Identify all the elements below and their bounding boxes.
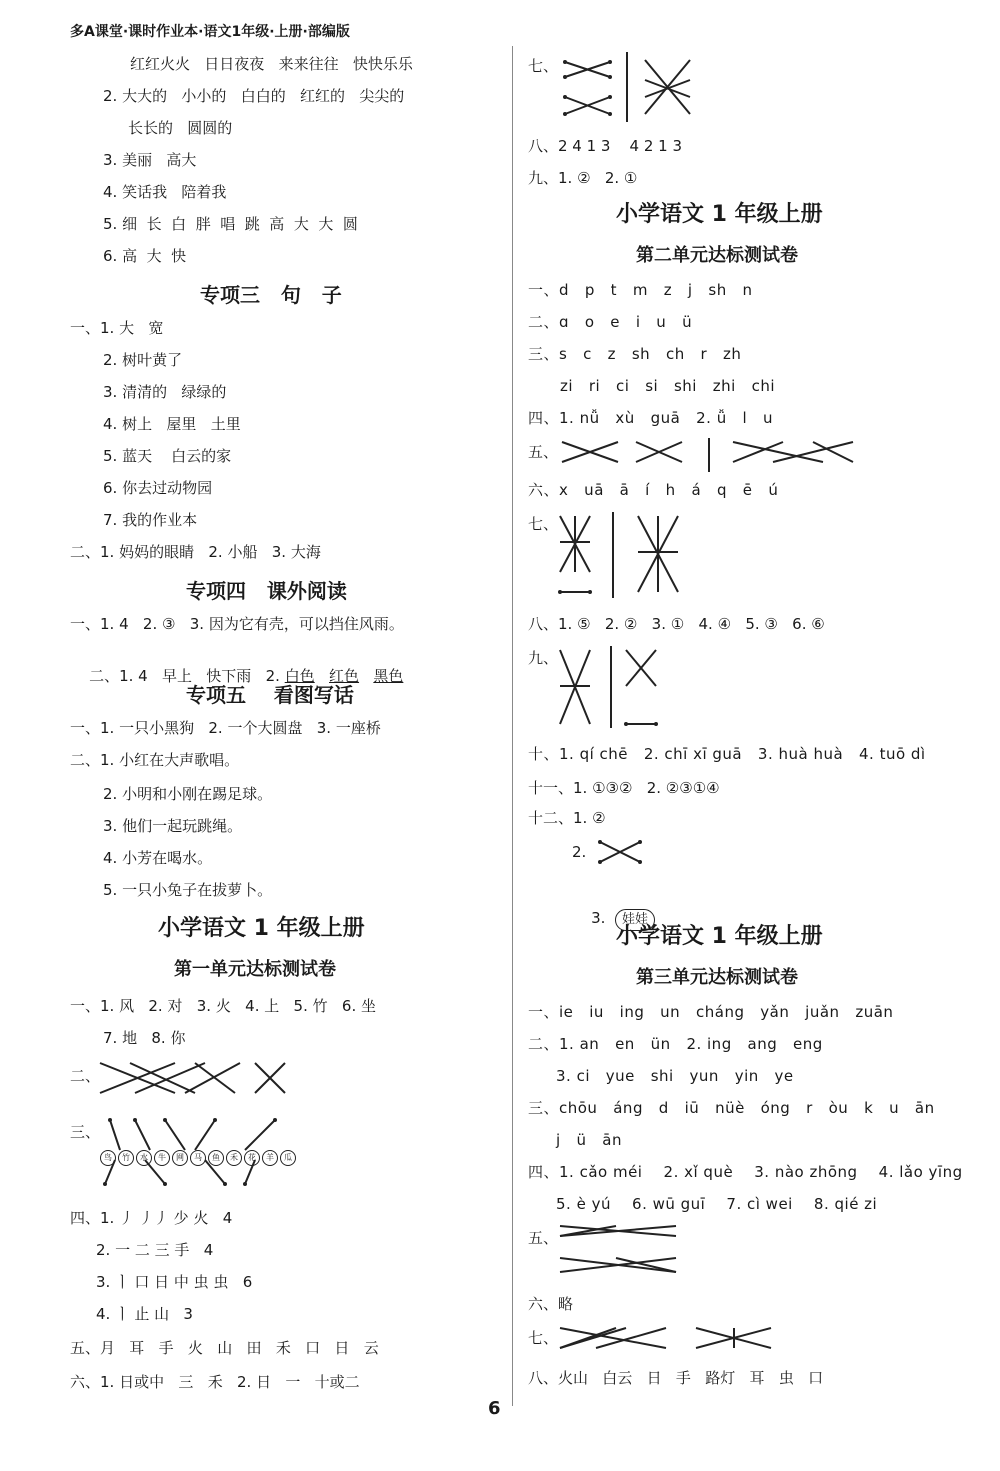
- answer-line: 红红火火 日日夜夜 来来往往 快快乐乐: [130, 55, 413, 73]
- vertical-bar: [610, 646, 612, 728]
- matching-lines: [560, 52, 700, 122]
- answer-line: 六、1. 日或中 三 禾 2. 日 一 十或二: [70, 1373, 360, 1391]
- answer-line: 7. 地 8. 你: [103, 1029, 186, 1047]
- matching-lines: [556, 1222, 686, 1280]
- answer-line: 二、: [70, 1067, 101, 1085]
- answer-line: 6. 高 大 快: [103, 247, 187, 265]
- answer-line: 2. 小明和小刚在踢足球。: [103, 785, 273, 803]
- answer-line: 一、1. 大 宽: [70, 319, 164, 337]
- section-title: 专项四 课外阅读: [186, 579, 347, 603]
- underlined-word: 红色: [329, 667, 360, 685]
- answer-line: 二、1. 妈妈的眼睛 2. 小船 3. 大海: [70, 543, 321, 561]
- answer-line: 7. 我的作业本: [103, 511, 198, 529]
- answer-line: 一、d p t m z j sh n: [528, 281, 753, 299]
- answer-line: 4. ㅣ 止 山 3: [96, 1305, 193, 1323]
- answer-line: 二、1. an en ün 2. ing ang eng: [528, 1035, 823, 1053]
- answer-line: 四、1. ⼃ ⼃⼃ 少 火 4: [70, 1209, 233, 1227]
- matching-lines: [95, 1058, 295, 1098]
- answer-line: 5. 细 长 白 胖 唱 跳 高 大 大 圆: [103, 215, 358, 233]
- char-circle: 马: [190, 1150, 206, 1166]
- char-circle: 禾: [226, 1150, 242, 1166]
- answer-line: 十一、1. ①③② 2. ②③①④: [528, 779, 720, 797]
- answer-line: 十、1. qí chē 2. chī xī guā 3. huà huà 4. tuō dì: [528, 745, 926, 763]
- char-circle: 水: [136, 1150, 152, 1166]
- answer-line: 五、: [528, 443, 559, 461]
- circled-word: 娃娃: [615, 909, 655, 931]
- answer-text: 二、1. 4 早上 快下雨 2.: [89, 667, 285, 685]
- answer-line: 3. 他们一起玩跳绳。: [103, 817, 243, 835]
- book-title: 小学语文 1 年级上册: [616, 202, 823, 227]
- answer-line: 八、火山 白云 日 手 路灯 耳 虫 口: [528, 1369, 824, 1387]
- answer-line: 3. ci yue shi yun yin ye: [556, 1067, 794, 1085]
- matching-lines: [558, 438, 868, 468]
- answer-line: 三、s c z sh ch r zh: [528, 345, 742, 363]
- answer-line: 二、1. 小红在大声歌唱。: [70, 751, 240, 769]
- answer-line: 4. 笑话我 陪着我: [103, 183, 227, 201]
- answer-line: 4. 小芳在喝水。: [103, 849, 213, 867]
- section-title: 专项三 句 子: [200, 283, 342, 307]
- answer-line: 六、x uā ā í h á q ē ú: [528, 481, 779, 499]
- column-divider: [512, 46, 513, 1406]
- char-circle: 羊: [262, 1150, 278, 1166]
- answer-line: 2.: [572, 843, 587, 861]
- answer-line: 五、月 耳 手 火 山 田 禾 口 日 云: [70, 1339, 379, 1357]
- answer-line: 5. è yú 6. wū guī 7. cì wei 8. qié zi: [556, 1195, 878, 1213]
- answer-line: 九、: [528, 649, 559, 667]
- unit-title: 第二单元达标测试卷: [636, 245, 798, 266]
- answer-line: 三、: [70, 1123, 101, 1141]
- matching-lines: [556, 1324, 776, 1354]
- answer-line: 一、ie iu ing un cháng yǎn juǎn zuān: [528, 1003, 894, 1021]
- char-circle: 瓜: [280, 1150, 296, 1166]
- book-title: 小学语文 1 年级上册: [616, 924, 823, 949]
- underlined-word: 白色: [284, 667, 315, 685]
- vertical-bar: [612, 512, 614, 598]
- answer-line: 三、chōu áng d iū nüè óng r òu k u ān: [528, 1099, 935, 1117]
- answer-line: 八、2 4 1 3 4 2 1 3: [528, 137, 683, 155]
- answer-line: 七、: [528, 1329, 559, 1347]
- matching-lines: [596, 838, 646, 868]
- answer-line: 七、: [528, 515, 559, 533]
- answer-line: 四、1. cǎo méi 2. xǐ què 3. nào zhōng 4. lǎo yīng: [528, 1163, 963, 1181]
- answer-line: 长长的 圆圆的: [128, 119, 233, 137]
- answer-line: 3. ㅣ 口 日 中 虫 虫 6: [96, 1273, 253, 1291]
- page-header: 多A课堂·课时作业本·语文1年级·上册·部编版: [70, 24, 350, 40]
- char-circle: 竹: [118, 1150, 134, 1166]
- page-number: 6: [488, 1398, 501, 1419]
- answer-line: 二、ɑ o e i u ü: [528, 313, 693, 331]
- answer-line: j ü ān: [556, 1131, 622, 1149]
- answer-line: 5. 蓝天 白云的家: [103, 447, 232, 465]
- answer-line: 一、1. 一只小黑狗 2. 一个大圆盘 3. 一座桥: [70, 719, 381, 737]
- char-circle: 鸟: [100, 1150, 116, 1166]
- char-circle: 花: [244, 1150, 260, 1166]
- char-circle: 鱼: [208, 1150, 224, 1166]
- matching-lines: [556, 512, 686, 598]
- vertical-bar: [626, 52, 628, 122]
- answer-line: 2. 大大的 小小的 白白的 红红的 尖尖的: [103, 87, 405, 105]
- answer-line: 八、1. ⑤ 2. ② 3. ① 4. ④ 5. ③ 6. ⑥: [528, 615, 825, 633]
- answer-line: 2. 树叶黄了: [103, 351, 183, 369]
- answer-line: 五、: [528, 1229, 559, 1247]
- unit-title: 第一单元达标测试卷: [174, 959, 336, 980]
- book-title: 小学语文 1 年级上册: [158, 916, 365, 941]
- answer-line: 六、略: [528, 1295, 574, 1313]
- underlined-word: 黑色: [373, 667, 404, 685]
- answer-line: 四、1. nǚ xù guā 2. ǚ l u: [528, 409, 773, 427]
- char-circle: 网: [172, 1150, 188, 1166]
- answer-line: 5. 一只小兔子在拔萝卜。: [103, 881, 273, 899]
- answer-line: 3. 清清的 绿绿的: [103, 383, 227, 401]
- char-circle: 牛: [154, 1150, 170, 1166]
- answer-line: zi ri ci si shi zhi chi: [560, 377, 776, 395]
- answer-line: 2. 一 二 三 手 4: [96, 1241, 214, 1259]
- vertical-bar: [708, 438, 710, 472]
- character-row: [100, 1150, 296, 1166]
- answer-line: 3. 美丽 高大: [103, 151, 197, 169]
- answer-line: 4. 树上 屋里 土里: [103, 415, 241, 433]
- answer-line: 一、1. 4 2. ③ 3. 因为它有壳，可以挡住风雨。: [70, 615, 404, 633]
- unit-title: 第三单元达标测试卷: [636, 967, 798, 988]
- answer-text: 3.: [591, 909, 606, 927]
- answer-line: 6. 你去过动物园: [103, 479, 213, 497]
- answer-line: 七、: [528, 57, 559, 75]
- answer-line: 一、1. 风 2. 对 3. 火 4. 上 5. 竹 6. 坐: [70, 997, 376, 1015]
- answer-line: 十二、1. ②: [528, 809, 606, 827]
- section-title: 专项五 看图写话: [186, 683, 354, 707]
- answer-line: 九、1. ② 2. ①: [528, 169, 638, 187]
